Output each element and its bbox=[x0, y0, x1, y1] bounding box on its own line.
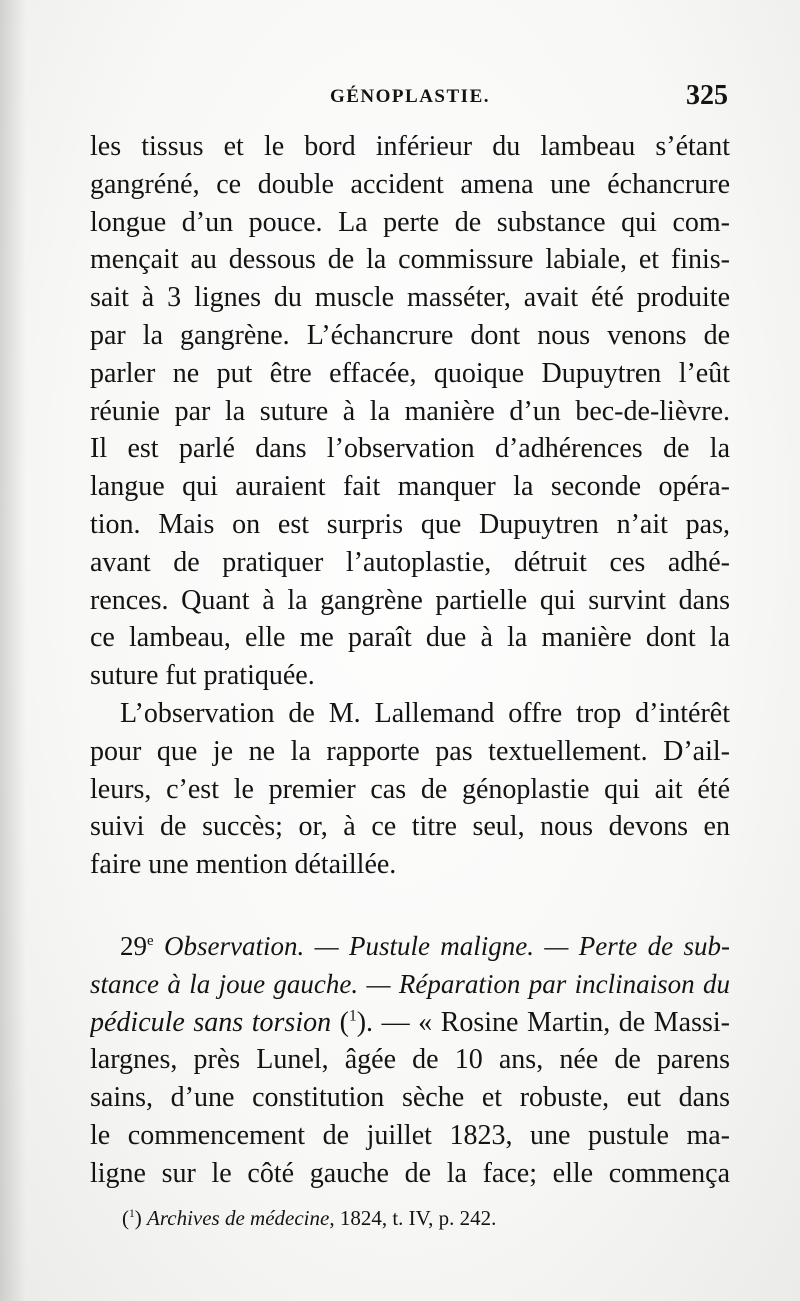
footnote-reference: 1 bbox=[349, 1007, 357, 1025]
running-head-title: GÉNOPLASTIE. bbox=[329, 86, 490, 107]
text-line: ligne sur le côté gauche de la face; elle commença bbox=[90, 1157, 730, 1189]
observation-number: 29 bbox=[120, 930, 147, 961]
text-line: L’observation de M. Lallemand offre trop d’intérêt bbox=[120, 697, 730, 729]
observation-29 bbox=[90, 928, 730, 1193]
text-line: par la gangrène. L’échancrure dont nous venons de bbox=[90, 319, 730, 351]
footnote-marker: 1 bbox=[129, 1208, 135, 1220]
text-line: langue qui auraient fait manquer la seconde opéra- bbox=[90, 471, 730, 503]
observation-heading-italic: pédicule sans torsion bbox=[90, 1006, 332, 1038]
text-line: avant de pratiquer l’autoplastie, détruit ces adhé- bbox=[90, 546, 730, 578]
text-line: longue d’un pouce. La perte de substance qui com- bbox=[90, 206, 730, 238]
footnote-source: Archives de médecine bbox=[147, 1206, 330, 1230]
text-line: rences. Quant à la gangrène partielle qui survint dans bbox=[90, 584, 730, 616]
text-line: sait à 3 lignes du muscle masséter, avait été produite bbox=[90, 282, 730, 314]
text-line: les tissus et le bord inférieur du lambeau s’étant bbox=[90, 131, 730, 162]
observation-heading-line: pédicule sans torsion ($^1$). — « Rosine Martin, de Massi- bbox=[90, 1006, 730, 1038]
text-line: suture fut pratiquée. bbox=[90, 660, 315, 692]
text-line: pour que je ne la rapporte pas textuellement. D’ail- bbox=[90, 735, 730, 767]
footnote-details: , 1824, t. IV, p. 242. bbox=[329, 1206, 497, 1230]
text-line: réunie par la suture à la manière d’un bec-de-lièvre. bbox=[90, 395, 730, 427]
text-line: tion. Mais on est surpris que Dupuytren n’ait pas, bbox=[90, 508, 730, 540]
text-line: largnes, près Lunel, âgée de 10 ans, née de parens bbox=[90, 1044, 730, 1076]
text-line: parler ne put être effacée, quoique Dupuytren l’eût bbox=[90, 357, 730, 389]
text-line: le commencement de juillet 1823, une pustule ma- bbox=[90, 1119, 730, 1151]
text-line: faire une mention détaillée. bbox=[90, 849, 397, 881]
text-line: gangréné, ce double accident amena une échancrure bbox=[90, 168, 730, 200]
page-gutter-shadow bbox=[0, 0, 26, 1301]
paragraph-1 bbox=[90, 128, 730, 695]
observation-heading-italic: stance à la joue gauche. — Réparation par inclinaison du bbox=[90, 968, 730, 999]
page-number: 325 bbox=[686, 80, 728, 111]
paragraph-2 bbox=[90, 695, 730, 884]
text-line: sains, d’une constitution sèche et robuste, eut dans bbox=[90, 1082, 730, 1114]
text-line: ce lambeau, elle me paraît due à la manière dont la bbox=[90, 622, 730, 654]
observation-heading-line bbox=[90, 928, 730, 966]
text-line: leurs, c’est le premier cas de génoplastie qui ait été bbox=[90, 773, 730, 805]
observation-heading-italic: Observation. — Pustule maligne. — Perte de sub- bbox=[163, 930, 730, 961]
text-line: suivi de succès; or, à ce titre seul, nous devons en bbox=[90, 811, 730, 843]
observation-number-suffix: e bbox=[147, 932, 154, 949]
text-line: Il est parlé dans l’observation d’adhérences de la bbox=[90, 433, 730, 465]
text-line: mençait au dessous de la commissure labiale, et finis- bbox=[90, 244, 730, 276]
running-head bbox=[90, 80, 730, 116]
observation-text-start: . — « Rosine Martin, de Massi- bbox=[366, 1006, 730, 1038]
observation-heading-line bbox=[90, 966, 730, 1004]
footnote: ($^1$) Archives de médecine, 1824, t. IV, p. 242. bbox=[122, 1206, 497, 1230]
section-gap bbox=[90, 884, 730, 928]
body-text bbox=[90, 128, 730, 1193]
